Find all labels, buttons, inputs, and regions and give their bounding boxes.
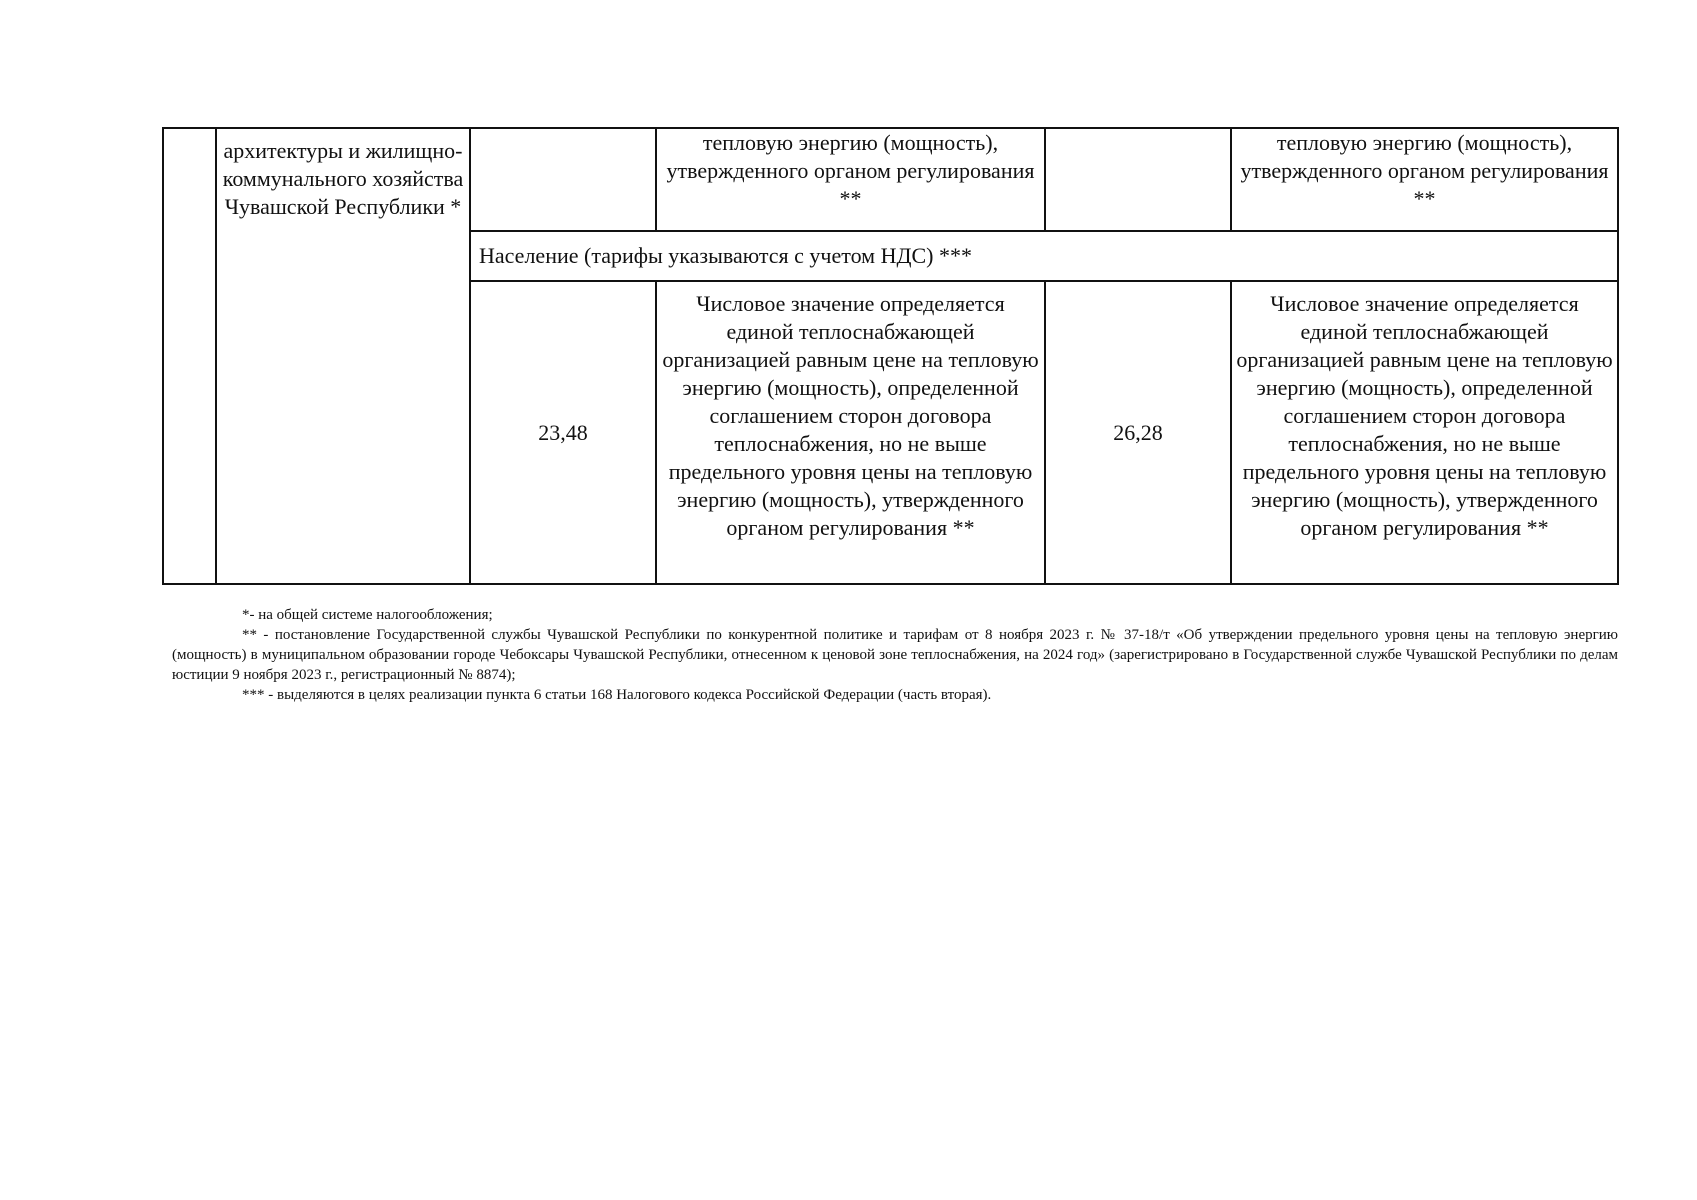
footnote-3: *** - выделяются в целях реализации пункта 6 статьи 168 Налогового кодекса Российской Федерации (часть вторая).: [242, 687, 992, 703]
tariff-value-cell-1: [470, 128, 656, 231]
population-description-cell-1: Числовое значение определяется единой теплоснабжающей организацией равным цене на тепловую энергию (мощность), определенной соглашением сторон договора теплоснабжения, но не выше предельного уровня цены на тепловую энергию (мощность), утвержденного органом регулирования **: [656, 281, 1045, 584]
tariff-table: [162, 127, 1619, 585]
population-value-cell-2: 26,28: [1045, 281, 1231, 584]
footnote-1: *- на общей системе налогообложения;: [242, 607, 493, 623]
tariff-value-cell-2: [1045, 128, 1231, 231]
organization-cell: архитектуры и жилищно-коммунального хозяйства Чувашской Республики *: [216, 128, 470, 584]
row-number-cell: [163, 128, 216, 584]
population-description-cell-2: Числовое значение определяется единой теплоснабжающей организацией равным цене на тепловую энергию (мощность), определенной соглашением сторон договора теплоснабжения, но не выше предельного уровня цены на тепловую энергию (мощность), утвержденного органом регулирования **: [1231, 281, 1618, 584]
footnotes: [172, 605, 1618, 705]
table-row-top: [163, 128, 1618, 231]
tariff-description-cell-2: тепловую энергию (мощность), утвержденного органом регулирования **: [1231, 128, 1618, 231]
footnote-2: ** - постановление Государственной службы Чувашской Республики по конкурентной политике и тарифам от 8 ноября 2023 г. № 37-18/т «Об утверждении предельного уровня цены на тепловую энергию (мощность) в муниципальном образовании городе Чебоксары Чувашской Республики, отнесенном к ценовой зоне теплоснабжения, на 2024 год» (зарегистрировано в Государственной службе Чувашской Республики по делам юстиции 9 ноября 2023 г., регистрационный № 8874);: [172, 627, 1618, 683]
tariff-description-cell-1: тепловую энергию (мощность), утвержденного органом регулирования **: [656, 128, 1045, 231]
population-value-cell-1: 23,48: [470, 281, 656, 584]
population-group-heading: Население (тарифы указываются с учетом НДС) ***: [470, 231, 1618, 281]
